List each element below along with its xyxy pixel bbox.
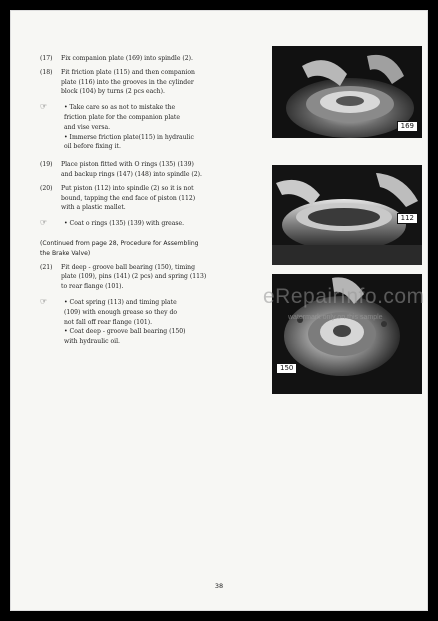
bottom-border (0, 611, 438, 621)
step-line: block (104) by turns (2 pcs each). (61, 88, 165, 96)
note-line: oil before fixing it. (64, 143, 121, 151)
note-line: (109) with enough grease so they do (64, 308, 178, 316)
continued-heading (40, 239, 270, 259)
step-19 (40, 160, 270, 180)
note-line: and vise versa. (64, 123, 111, 131)
note-line: • Take care so as not to mistake the (64, 104, 176, 112)
step-number: (20) (40, 184, 53, 192)
step-line: Fit friction plate (115) and then companion (61, 68, 195, 76)
page-number: 38 (214, 582, 224, 590)
photo-label: 169 (397, 121, 418, 132)
step-number: (18) (40, 68, 53, 76)
step-line: Fit deep - groove ball bearing (150), timing (61, 263, 195, 271)
continued-line: (Continued from page 28, Procedure for Assembling (40, 239, 199, 247)
watermark-subtext: watermark only on this sample (288, 314, 383, 321)
step-line: to rear flange (101). (61, 283, 124, 291)
step-number: (19) (40, 161, 53, 169)
step-line: Fix companion plate (169) into spindle (2). (61, 55, 193, 62)
step-number: (17) (40, 55, 53, 62)
pointing-hand-icon: ☞ (40, 296, 48, 306)
step-20 (40, 184, 270, 213)
step-line: bound, tapping the end face of piston (112) (61, 194, 196, 202)
step-number: (21) (40, 263, 53, 271)
note-line: not fall off rear flange (101). (64, 318, 153, 326)
continued-line: the Brake Valve) (40, 249, 91, 257)
step-line: Place piston fitted with O rings (135) (139) (61, 161, 194, 169)
note-line: • Immerse friction plate(115) in hydraulic (64, 133, 194, 141)
photo-companion-plate (272, 46, 422, 138)
step-line: Put piston (112) into spindle (2) so it is not (61, 184, 194, 192)
photo-piston (272, 165, 422, 265)
step-21 (40, 263, 270, 292)
step-line: and backup rings (147) (148) into spindle (2). (61, 170, 202, 178)
caution-note-1 (40, 103, 270, 152)
note-line: friction plate for the companion plate (64, 113, 180, 121)
step-18 (40, 68, 270, 97)
caution-note-2 (40, 219, 270, 229)
note-line: • Coat o rings (135) (139) with grease. (64, 220, 185, 228)
pointing-hand-icon: ☞ (40, 102, 48, 112)
watermark-text: eRepairInfo.com (263, 285, 425, 308)
manual-page (10, 10, 428, 611)
instruction-column (40, 54, 270, 353)
step-line: with a plastic mallet. (61, 204, 126, 212)
photo-label: 150 (276, 363, 297, 374)
step-line: plate (109), pins (141) (2 pcs) and spring (113) (61, 273, 207, 281)
photo-label: 112 (397, 213, 418, 224)
caution-note-3 (40, 298, 270, 347)
note-line: with hydraulic oil. (64, 338, 120, 346)
pointing-hand-icon: ☞ (40, 218, 48, 228)
step-line: plate (116) into the grooves in the cylinder (61, 78, 194, 86)
note-line: • Coat spring (113) and timing plate (64, 298, 177, 306)
top-border (0, 0, 438, 10)
step-17 (40, 54, 270, 64)
note-line: • Coat deep - groove ball bearing (150) (64, 328, 186, 336)
